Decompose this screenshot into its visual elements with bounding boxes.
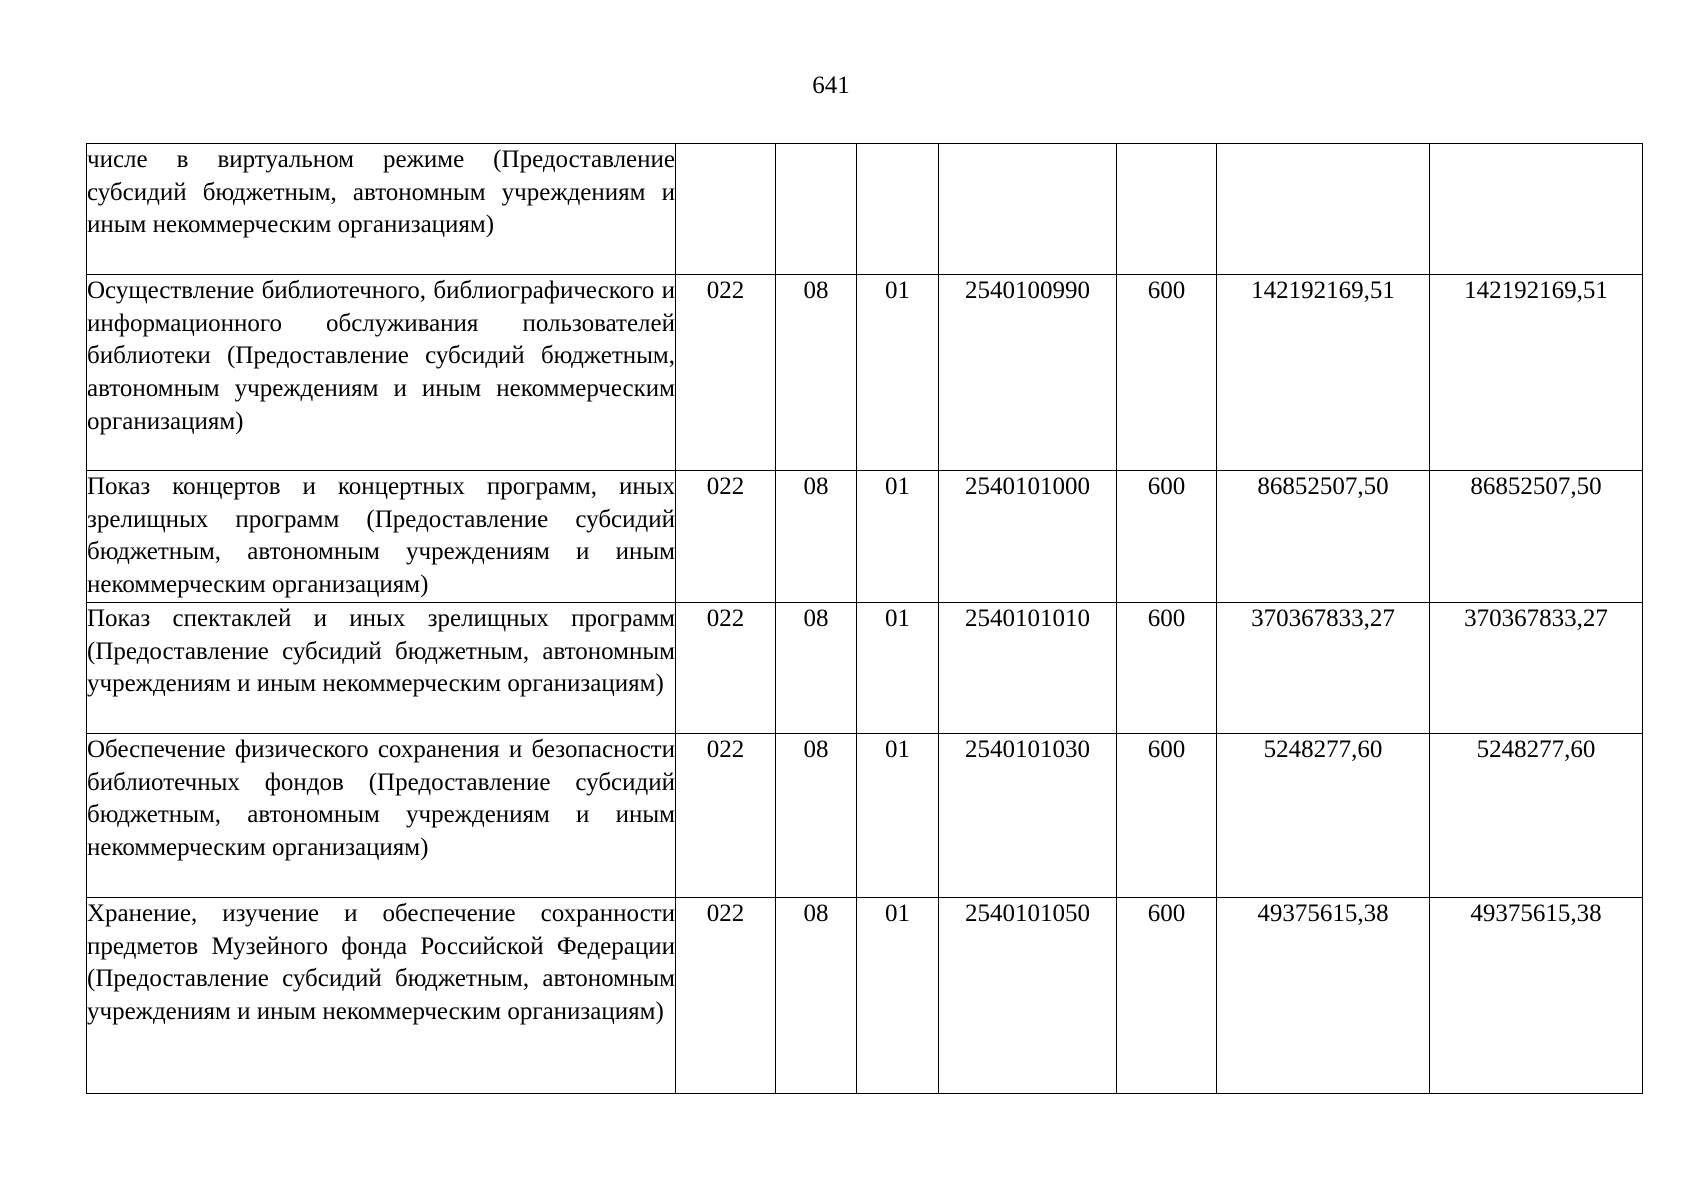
table-row xyxy=(87,144,1643,275)
table-row xyxy=(87,733,1643,897)
table-row xyxy=(87,471,1643,603)
row-description: числе в виртуальном режиме (Предоставление субсидий бюджетным, автономным учреждениям и иным некоммерческим организациям) xyxy=(87,144,676,275)
amount-2: 86852507,50 xyxy=(1430,471,1643,603)
expense-type-code xyxy=(1117,144,1217,275)
section-code: 08 xyxy=(776,275,857,471)
expense-type-code: 600 xyxy=(1117,897,1217,1093)
row-description: Осуществление библиотечного, библиографического и информационного обслуживания пользователей библиотеки (Предоставление субсидий бюджетным, автономным учреждениям и иным некоммерческим организациям) xyxy=(87,275,676,471)
amount-2 xyxy=(1430,144,1643,275)
amount-2: 370367833,27 xyxy=(1430,602,1643,733)
amount-1 xyxy=(1217,144,1430,275)
subsection-code: 01 xyxy=(857,471,939,603)
section-code: 08 xyxy=(776,602,857,733)
table-row xyxy=(87,602,1643,733)
target-article-code: 2540101000 xyxy=(939,471,1117,603)
amount-2: 49375615,38 xyxy=(1430,897,1643,1093)
expense-type-code: 600 xyxy=(1117,733,1217,897)
table-row xyxy=(87,275,1643,471)
ministry-code: 022 xyxy=(676,275,776,471)
subsection-code: 01 xyxy=(857,602,939,733)
row-description: Показ концертов и концертных программ, иных зрелищных программ (Предоставление субсидий бюджетным, автономным учреждениям и иным некоммерческим организациям) xyxy=(87,471,676,603)
row-description: Показ спектаклей и иных зрелищных программ (Предоставление субсидий бюджетным, автономным учреждениям и иным некоммерческим организациям) xyxy=(87,602,676,733)
target-article-code: 2540101010 xyxy=(939,602,1117,733)
subsection-code: 01 xyxy=(857,897,939,1093)
amount-1: 142192169,51 xyxy=(1217,275,1430,471)
target-article-code: 2540100990 xyxy=(939,275,1117,471)
ministry-code: 022 xyxy=(676,471,776,603)
table-row xyxy=(87,897,1643,1093)
ministry-code: 022 xyxy=(676,602,776,733)
section-code xyxy=(776,144,857,275)
amount-1: 49375615,38 xyxy=(1217,897,1430,1093)
page-number: 641 xyxy=(812,72,850,99)
target-article-code: 2540101030 xyxy=(939,733,1117,897)
target-article-code xyxy=(939,144,1117,275)
section-code: 08 xyxy=(776,471,857,603)
subsection-code xyxy=(857,144,939,275)
amount-2: 142192169,51 xyxy=(1430,275,1643,471)
section-code: 08 xyxy=(776,897,857,1093)
ministry-code: 022 xyxy=(676,897,776,1093)
row-description: Хранение, изучение и обеспечение сохранности предметов Музейного фонда Российской Федерации (Предоставление субсидий бюджетным, автономным учреждениям и иным некоммерческим организациям) xyxy=(87,897,676,1093)
amount-1: 86852507,50 xyxy=(1217,471,1430,603)
row-description: Обеспечение физического сохранения и безопасности библиотечных фондов (Предоставление субсидий бюджетным, автономным учреждениям и иным некоммерческим организациям) xyxy=(87,733,676,897)
subsection-code: 01 xyxy=(857,275,939,471)
ministry-code xyxy=(676,144,776,275)
budget-table xyxy=(86,143,1643,1094)
amount-1: 370367833,27 xyxy=(1217,602,1430,733)
ministry-code: 022 xyxy=(676,733,776,897)
target-article-code: 2540101050 xyxy=(939,897,1117,1093)
expense-type-code: 600 xyxy=(1117,602,1217,733)
subsection-code: 01 xyxy=(857,733,939,897)
section-code: 08 xyxy=(776,733,857,897)
expense-type-code: 600 xyxy=(1117,275,1217,471)
amount-1: 5248277,60 xyxy=(1217,733,1430,897)
amount-2: 5248277,60 xyxy=(1430,733,1643,897)
expense-type-code: 600 xyxy=(1117,471,1217,603)
